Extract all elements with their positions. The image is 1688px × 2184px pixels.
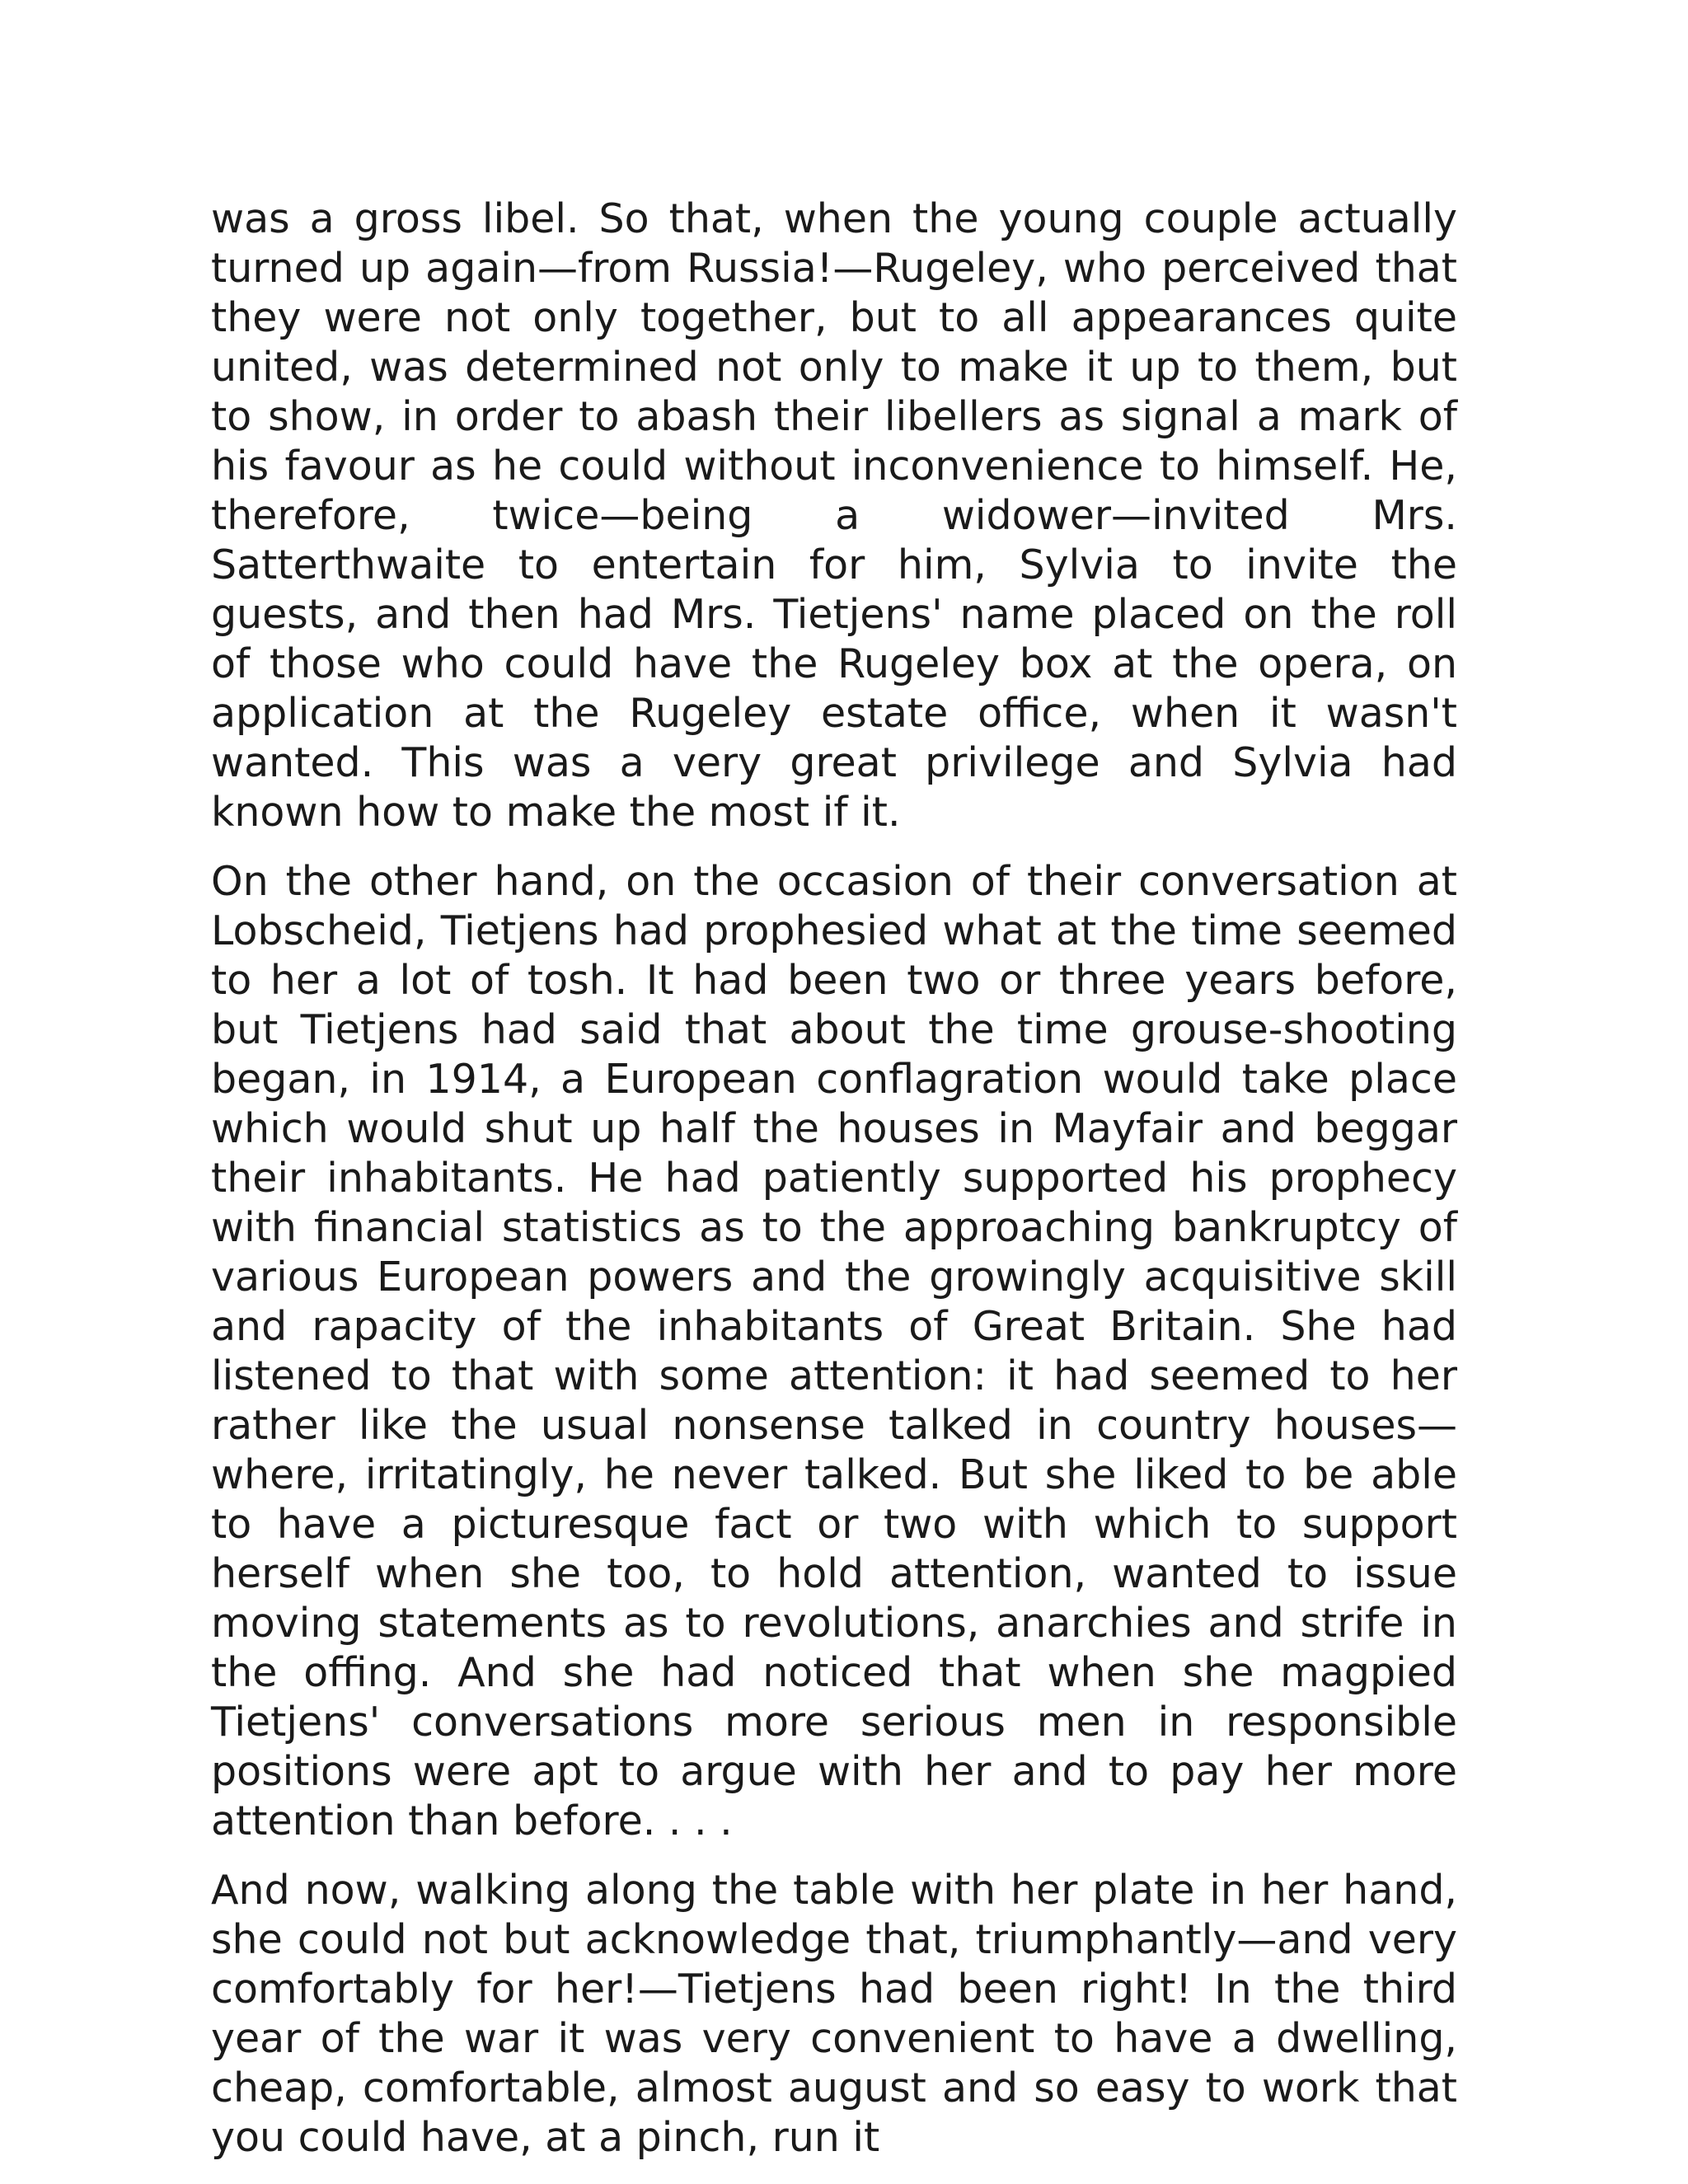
paragraph-2: On the other hand, on the occasion of their conversation at Lobscheid, Tietjens had prophesied what at the time seemed to her a lot of tosh. It had been two or three years before, but Tietjens had said that about the time grouse-shooting began, in 1914, a European conflagration would take place which would shut up half the houses in Mayfair and beggar their inhabitants. He had patiently supported his prophecy with financial statistics as to the approaching bankruptcy of various European powers and the growingly acquisitive skill and rapacity of the inhabitants of Great Britain. She had listened to that with some attention: it had seemed to her rather like the usual nonsense talked in country houses—where, irritatingly, he never talked. But she liked to be able to have a picturesque fact or two with which to support herself when she too, to hold attention, wanted to issue moving statements as to revolutions, anarchies and strife in the offing. And she had noticed that when she magpied Tietjens' conversations more serious men in responsible positions were apt to argue with her and to pay her more attention than before. . . . — [211, 858, 1457, 1844]
page-body — [211, 194, 1457, 2182]
paragraph-3: And now, walking along the table with her plate in her hand, she could not but acknowledge that, triumphantly—and very comfortably for her!—Tietjens had been right! In the third year of the war it was very convenient to have a dwelling, cheap, comfortable, almost august and so easy to work that you could have, at a pinch, run it — [211, 1867, 1457, 2161]
paragraph-1: was a gross libel. So that, when the young couple actually turned up again—from Russia!—Rugeley, who perceived that they were not only together, but to all appearances quite united, was determined not only to make it up to them, but to show, in order to abash their libellers as signal a mark of his favour as he could without inconvenience to himself. He, therefore, twice—being a widower—invited Mrs. Satterthwaite to entertain for him, Sylvia to invite the guests, and then had Mrs. Tietjens' name placed on the roll of those who could have the Rugeley box at the opera, on application at the Rugeley estate office, when it wasn't wanted. This was a very great privilege and Sylvia had known how to make the most if it. — [211, 195, 1457, 836]
